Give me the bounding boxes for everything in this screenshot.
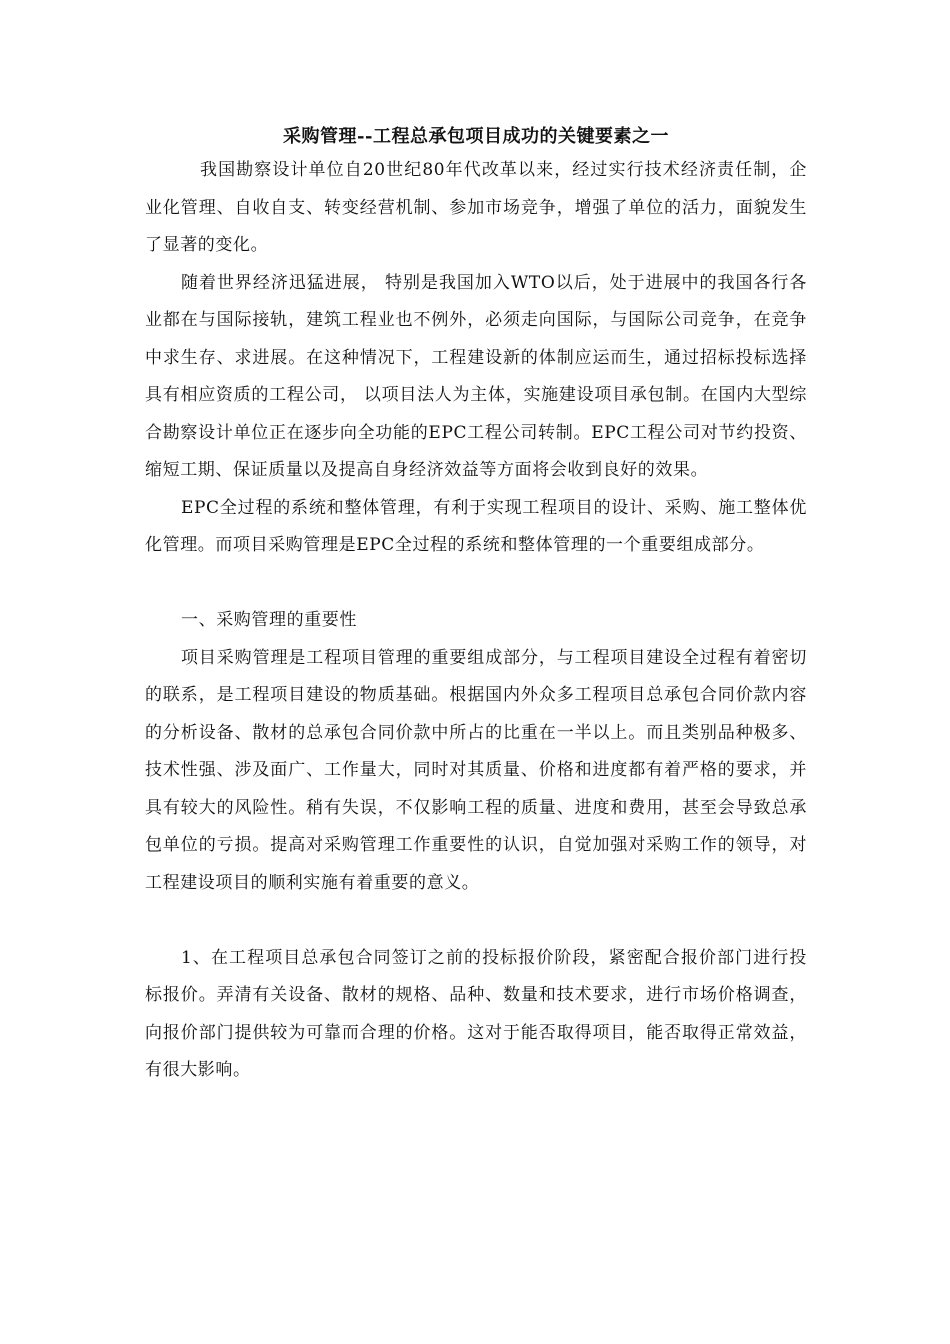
list-item-1: 1、在工程项目总承包合同签订之前的投标报价阶段，紧密配合报价部门进行投标报价。弄清有关设备、散材的规格、品种、数量和技术要求，进行市场价格调查，向报价部门提供较为可靠而合理的价格。这对于能否取得项目，能否取得正常效益，有很大影响。 [145,947,807,1080]
section-paragraph-importance: 项目采购管理是工程项目管理的重要组成部分，与工程项目建设全过程有着密切的联系，是工程项目建设的物质基础。根据国内外众多工程项目总承包合同价款内容的分析设备、散材的总承包合同价款中所占的比重在一半以上。而且类别品种极多、技术性强、涉及面广、工作量大，同时对其质量、价格和进度都有着严格的要求，并具有较大的风险性。稍有失误，不仅影响工程的质量、进度和费用，甚至会导致总承包单位的亏损。提高对采购管理工作重要性的认识，自觉加强对采购工作的领导，对工程建设项目的顺利实施有着重要的意义。 [145,647,807,893]
intro-paragraph-1: 我国勘察设计单位自20世纪80年代改革以来，经过实行技术经济责任制，企业化管理、自收自支、转变经营机制、参加市场竞争，增强了单位的活力，面貌发生了显著的变化。 [145,160,807,255]
spacer [145,565,807,603]
document-body [145,124,807,1090]
intro-paragraph-3: EPC全过程的系统和整体管理，有利于实现工程项目的设计、采购、施工整体优化管理。而项目采购管理是EPC全过程的系统和整体管理的一个重要组成部分。 [145,497,807,555]
document-title: 采购管理--工程总承包项目成功的关键要素之一 [283,126,669,147]
section-heading-importance: 一、采购管理的重要性 [181,610,357,630]
spacer [145,902,807,940]
intro-paragraph-2: 随着世界经济迅猛进展， 特别是我国加入WTO以后，处于进展中的我国各行各业都在与国际接轨，建筑工程业也不例外，必须走向国际，与国际公司竞争，在竞争中求生存、求进展。在这种情况下，工程建设新的体制应运而生，通过招标投标选择具有相应资质的工程公司， 以项目法人为主体，实施建设项目承包制。在国内大型综合勘察设计单位正在逐步向全功能的EPC工程公司转制。EPC工程公司对节约投资、缩短工期、保证质量以及提高自身经济效益等方面将会收到良好的效果。 [145,272,807,480]
